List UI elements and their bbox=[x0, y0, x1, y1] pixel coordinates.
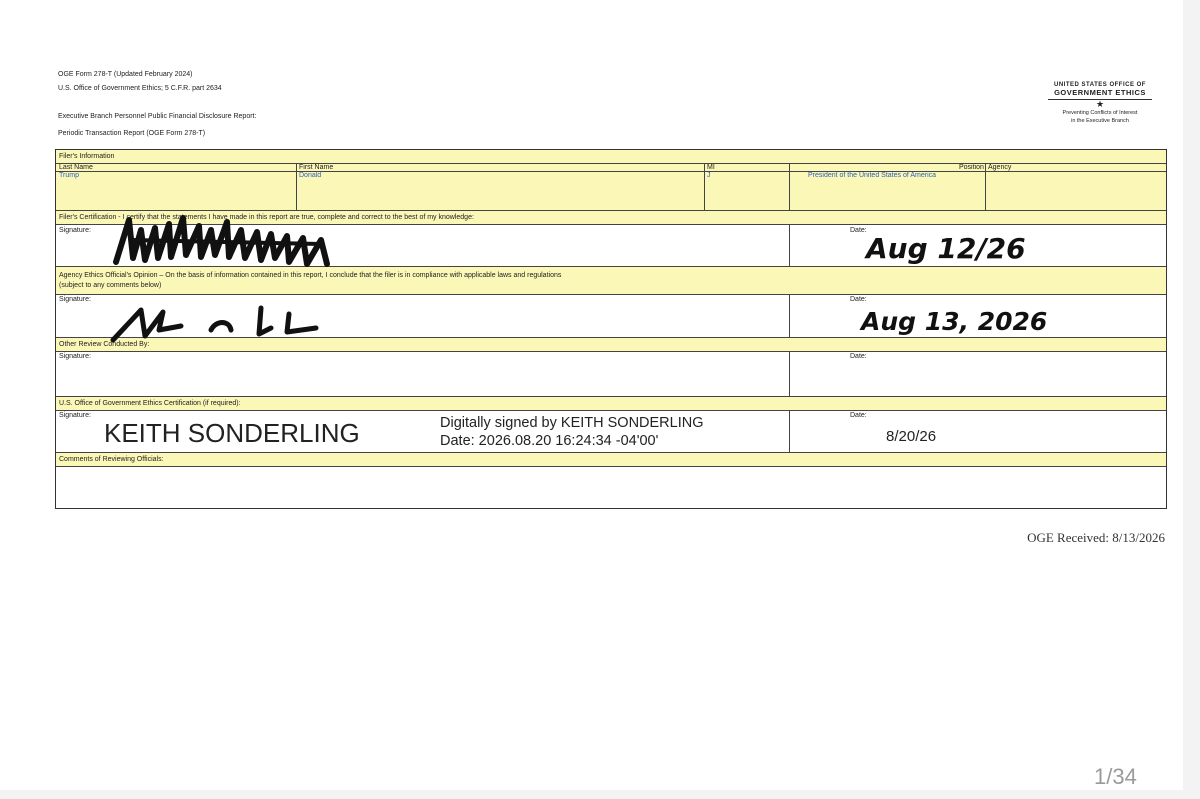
row-divider bbox=[56, 351, 1166, 352]
report-subtitle: Periodic Transaction Report (OGE Form 278-T) bbox=[58, 130, 206, 137]
position-value: President of the United States of America bbox=[808, 172, 937, 179]
last-name-label: Last Name bbox=[59, 164, 93, 171]
other-review-label: Other Review Conducted By: bbox=[59, 341, 150, 348]
oge-cert-header bbox=[56, 396, 1166, 410]
row-divider bbox=[56, 294, 1166, 295]
row-divider bbox=[56, 171, 1166, 172]
col-divider bbox=[985, 163, 986, 210]
other-sig-label: Signature: bbox=[59, 353, 91, 360]
col-divider bbox=[789, 351, 790, 396]
first-name-label: First Name bbox=[299, 164, 334, 171]
agency-date-text: Aug 13, 2026 bbox=[861, 307, 1048, 336]
comments-header bbox=[56, 452, 1166, 466]
agency-sig-label: Signature: bbox=[59, 296, 91, 303]
oge-received-stamp: OGE Received: 8/13/2026 bbox=[1027, 530, 1165, 545]
filer-info-values-row bbox=[56, 163, 1166, 180]
agency-date-label: Date: bbox=[850, 296, 867, 303]
oge-logo bbox=[1030, 82, 1170, 125]
star-icon: ★ bbox=[1095, 99, 1105, 109]
filer-date-text: Aug 12/26 bbox=[866, 232, 1026, 265]
logo-tagline2: in the Executive Branch bbox=[1071, 118, 1129, 124]
filer-cert-label: Filer's Certification - I certify that the statements I have made in this report are true, complete and correct to the best of my knowledge: bbox=[59, 214, 474, 221]
office-cfr: U.S. Office of Government Ethics; 5 C.F.R. part 2634 bbox=[58, 85, 222, 92]
agency-opinion-label: Agency Ethics Official's Opinion – On the basis of information contained in this report, I conclude that the filer is in compliance with applicable laws and regulations bbox=[59, 272, 562, 279]
oge-sig-label: Signature: bbox=[59, 412, 91, 419]
filer-sig-label: Signature: bbox=[59, 227, 91, 234]
comments-label: Comments of Reviewing Officials: bbox=[59, 456, 164, 463]
logo-line1: UNITED STATES OFFICE OF bbox=[1054, 82, 1146, 88]
position-label: Position bbox=[959, 164, 984, 171]
col-divider bbox=[704, 163, 705, 210]
digital-sig-line2: Date: 2026.08.20 16:24:34 -04'00' bbox=[440, 433, 659, 449]
filer-info-header bbox=[56, 150, 1166, 163]
first-name-value: Donald bbox=[299, 172, 322, 179]
report-title: Executive Branch Personnel Public Financial Disclosure Report: bbox=[58, 113, 257, 120]
scrollbar[interactable] bbox=[1186, 0, 1200, 799]
oge-date-label: Date: bbox=[850, 412, 867, 419]
filer-handwritten-date bbox=[866, 228, 1066, 268]
logo-line2: GOVERNMENT ETHICS bbox=[1054, 88, 1146, 97]
agency-handwritten-date bbox=[861, 300, 1101, 340]
col-divider bbox=[789, 410, 790, 452]
filer-info-label: Filer's Information bbox=[59, 153, 115, 160]
form-id: OGE Form 278-T (Updated February 2024) bbox=[58, 71, 193, 78]
oge-cert-label: U.S. Office of Government Ethics Certification (if required): bbox=[59, 400, 241, 407]
logo-tagline1: Preventing Conflicts of Interest bbox=[1062, 110, 1138, 116]
mi-label: MI bbox=[707, 164, 715, 171]
col-divider bbox=[789, 224, 790, 266]
filer-signature-image bbox=[111, 200, 341, 280]
agency-label: Agency bbox=[988, 164, 1012, 171]
disclosure-form bbox=[55, 149, 1167, 509]
row-divider bbox=[56, 466, 1166, 467]
row-divider bbox=[56, 410, 1166, 411]
oge-date-value: 8/20/26 bbox=[886, 428, 937, 445]
agency-signature-image bbox=[111, 300, 331, 345]
digital-sig-line1: Digitally signed by KEITH SONDERLING bbox=[440, 415, 704, 431]
mi-value: J bbox=[707, 172, 711, 179]
agency-opinion-label2: (subject to any comments below) bbox=[59, 282, 162, 289]
page-indicator: 1/34 bbox=[1094, 764, 1137, 789]
oge-signer-name: KEITH SONDERLING bbox=[104, 418, 360, 448]
col-divider bbox=[789, 163, 790, 210]
last-name-value: Trump bbox=[59, 172, 79, 179]
filer-date-label: Date: bbox=[850, 227, 867, 234]
col-divider bbox=[789, 294, 790, 337]
other-date-label: Date: bbox=[850, 353, 867, 360]
